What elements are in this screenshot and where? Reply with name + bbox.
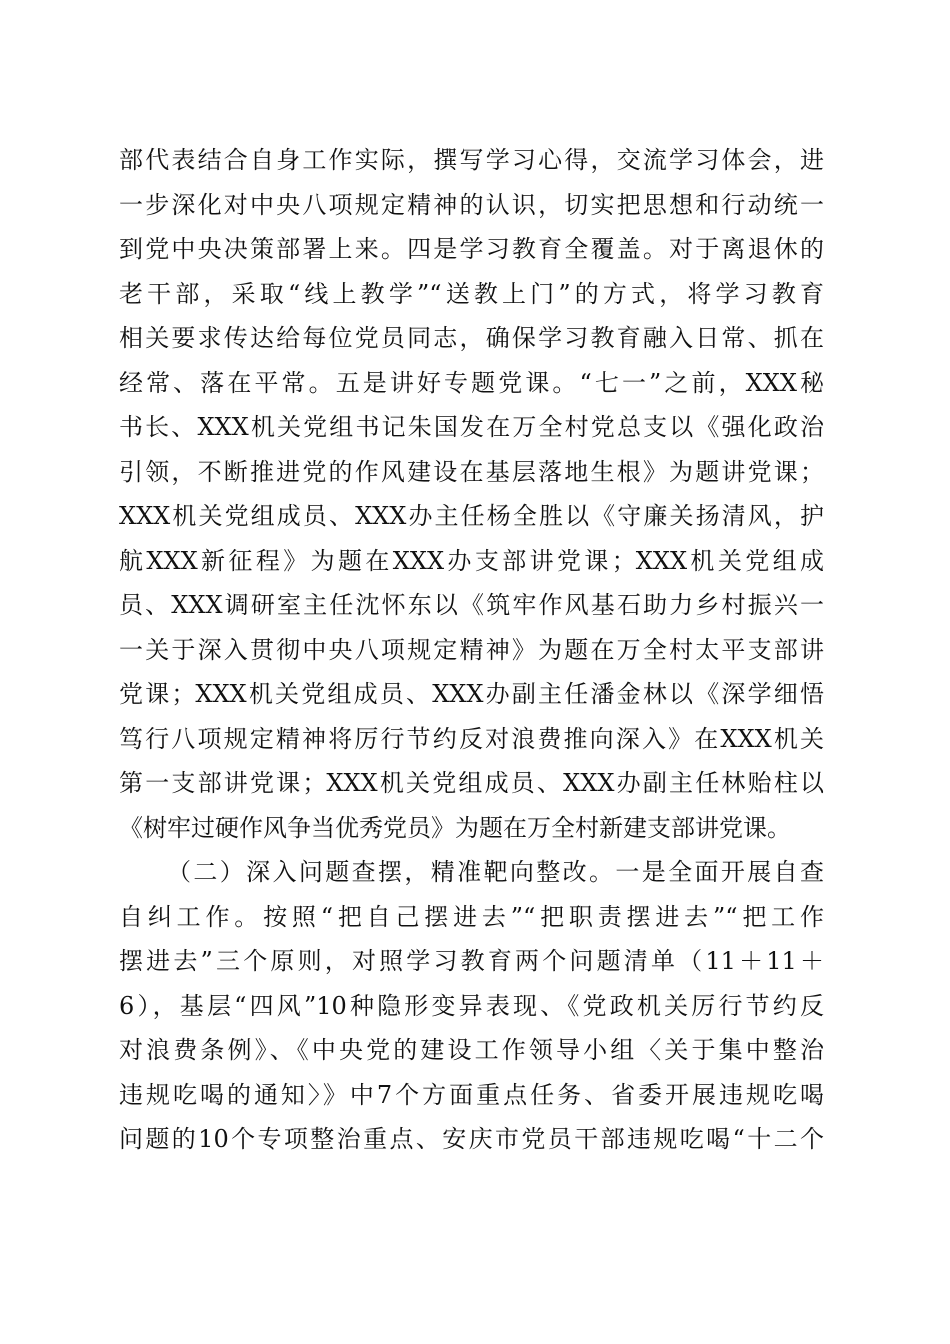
text-line: 相关要求传达给每位党员同志，确保学习教育融入日常、抓在 xyxy=(119,324,824,352)
text-line: 对浪费条例》、《中央党的建设工作领导小组〈关于集中整治 xyxy=(119,1036,824,1064)
text-line: 部代表结合自身工作实际，撰写学习心得，交流学习体会，进 xyxy=(119,146,824,174)
text-line: 书长、XXX机关党组书记朱国发在万全村党总支以《强化政治 xyxy=(119,413,824,441)
text-line: 笃行八项规定精神将厉行节约反对浪费推向深入》在XXX机关 xyxy=(119,724,824,753)
paragraph-end-line: 《树牢过硬作风争当优秀党员》为题在万全村新建支部讲党课。 xyxy=(119,813,791,842)
text-line: 违规吃喝的通知〉》中7个方面重点任务、省委开展违规吃喝 xyxy=(119,1080,824,1109)
text-line: 员、XXX调研室主任沈怀东以《筑牢作风基石助力乡村振兴一 xyxy=(119,591,824,619)
text-line: 党课；XXX机关党组成员、XXX办副主任潘金林以《深学细悟 xyxy=(119,680,824,708)
text-line: 到党中央决策部署上来。四是学习教育全覆盖。对于离退休的 xyxy=(119,235,824,263)
text-line: 自纠工作。按照“把自己摆进去”“把职责摆进去”“把工作 xyxy=(119,902,824,931)
section-heading-line: （二）深入问题查摆，精准靶向整改。一是全面开展自查 xyxy=(167,858,824,886)
text-line: 摆进去”三个原则，对照学习教育两个问题清单（11＋11＋ xyxy=(119,947,824,975)
text-line: 一关于深入贯彻中央八项规定精神》为题在万全村太平支部讲 xyxy=(119,635,824,664)
text-line: 引领，不断推进党的作风建设在基层落地生根》为题讲党课； xyxy=(119,457,824,486)
text-line: XXX机关党组成员、XXX办主任杨全胜以《守廉关扬清风，护 xyxy=(119,502,824,530)
text-line: 经常、落在平常。五是讲好专题党课。“七一”之前，XXX秘 xyxy=(119,368,824,397)
text-line: 老干部，采取“线上教学”“送教上门”的方式，将学习教育 xyxy=(119,279,824,308)
text-line: 问题的10个专项整治重点、安庆市党员干部违规吃喝“十二个 xyxy=(119,1125,824,1153)
text-line: 一步深化对中央八项规定精神的认识，切实把思想和行动统一 xyxy=(119,190,824,219)
text-line: 航XXX新征程》为题在XXX办支部讲党课；XXX机关党组成 xyxy=(119,546,824,575)
text-line: 6），基层“四风”10种隐形变异表现、《党政机关厉行节约反 xyxy=(119,991,824,1020)
text-line: 第一支部讲党课；XXX机关党组成员、XXX办副主任林贻柱以 xyxy=(119,769,824,797)
document-body xyxy=(119,138,824,1162)
